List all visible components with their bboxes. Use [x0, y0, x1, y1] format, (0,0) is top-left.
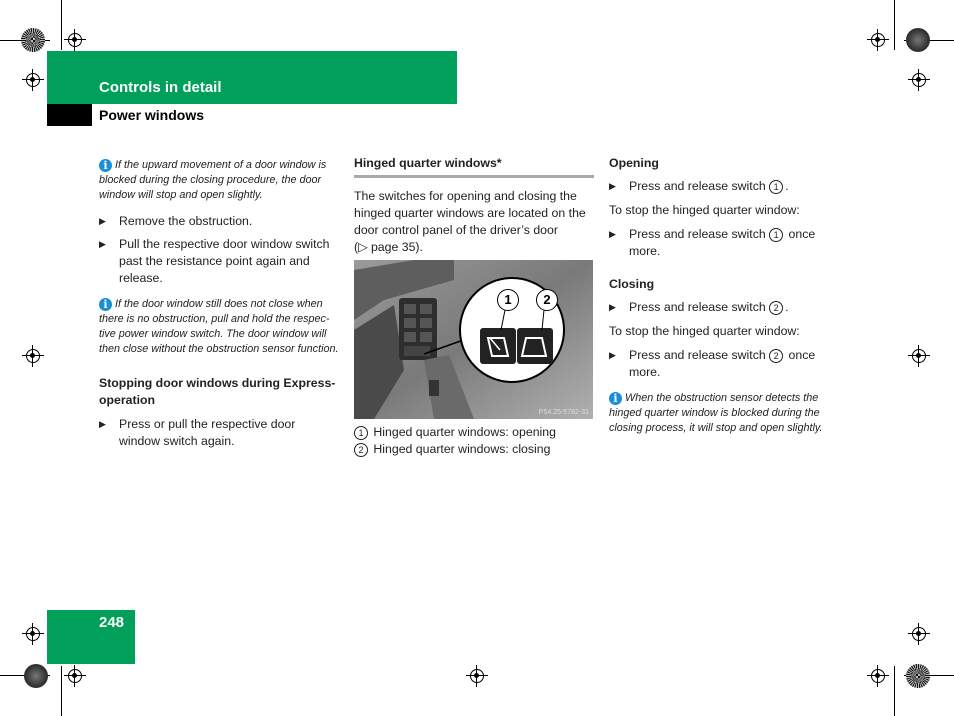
triangle-right-icon: ▶	[99, 239, 106, 249]
section-title: Controls in detail	[99, 79, 222, 96]
list-item-text: Press and release switch	[629, 179, 770, 193]
header-band	[47, 51, 457, 104]
callout-number: 2	[769, 301, 783, 315]
list-item-text: Press and release switch	[629, 227, 770, 241]
crop-mark	[894, 666, 895, 716]
left-column	[99, 158, 339, 450]
registration-mark-icon	[466, 665, 488, 687]
info-note	[99, 158, 339, 203]
subheading: Opening	[609, 156, 659, 170]
list-item	[99, 416, 339, 450]
page-number: 248	[99, 614, 125, 631]
callout-number: 1	[769, 228, 783, 242]
list-item-text: once more.	[629, 227, 816, 258]
callout-1: 1	[497, 289, 519, 311]
list-item	[609, 178, 839, 195]
triangle-right-icon: ▶	[609, 181, 616, 191]
info-note	[99, 297, 339, 357]
middle-column	[354, 155, 594, 256]
subheading: Closing	[609, 277, 655, 291]
registration-mark-icon	[64, 665, 86, 687]
caption-text: Hinged quarter windows: closing	[373, 442, 551, 456]
registration-mark-icon	[22, 623, 44, 645]
list-item	[609, 299, 839, 316]
figure-captions	[354, 424, 594, 458]
subheading: Stopping door windows during Express-operation	[99, 376, 336, 407]
registration-mark-icon	[64, 29, 86, 51]
list-item	[609, 226, 839, 260]
info-note	[609, 391, 839, 436]
registration-mark-icon	[22, 69, 44, 91]
list-item-text: .	[785, 179, 789, 193]
list-item-text: Remove the obstruction.	[119, 214, 253, 228]
triangle-right-icon: ▶	[609, 302, 616, 312]
registration-mark-icon	[908, 623, 930, 645]
list-item	[99, 236, 339, 287]
callout-number: 1	[354, 426, 368, 440]
callout-number: 2	[354, 443, 368, 457]
crop-mark	[894, 0, 895, 50]
triangle-right-icon: ▶	[609, 229, 616, 239]
info-note-text: If the upward movement of a door window is blocked during the closing procedure, the door window will stop and open slightly.	[99, 159, 327, 201]
page-reference: (▷ page 35).	[354, 240, 423, 254]
color-target-icon	[24, 664, 48, 688]
registration-mark-icon	[908, 69, 930, 91]
registration-mark-icon	[867, 665, 889, 687]
crop-mark	[61, 0, 62, 50]
caption	[354, 441, 594, 458]
list-item-text: .	[785, 300, 789, 314]
caption	[354, 424, 594, 441]
list-item	[609, 347, 839, 381]
callout-number: 1	[769, 180, 783, 194]
body-text-main: The switches for opening and closing the hinged quarter windows are located on the door control panel of the driver’s door	[354, 189, 586, 237]
list-item-text: Press or pull the respective door window switch again.	[119, 417, 296, 448]
info-note-text: When the obstruction sensor detects the hinged quarter window is blocked during the closing process, it will stop and open slightly.	[609, 392, 823, 434]
color-target-icon	[906, 664, 930, 688]
info-icon: i	[99, 159, 112, 172]
list-item-text: Press and release switch	[629, 300, 770, 314]
caption-text: Hinged quarter windows: opening	[373, 425, 556, 439]
info-icon: i	[609, 392, 622, 405]
info-note-text: If the door window still does not close when there is no obstruction, pull and hold the respec-tive power window switch. The door window will then close without the obstruction sensor function.	[99, 298, 339, 355]
triangle-right-icon: ▶	[99, 216, 106, 226]
color-target-icon	[21, 28, 45, 52]
crop-mark	[61, 666, 62, 716]
door-panel-graphic	[354, 260, 593, 419]
list-item	[99, 213, 339, 230]
triangle-right-icon: ▶	[609, 350, 616, 360]
triangle-right-icon: ▶	[99, 419, 106, 429]
registration-mark-icon	[908, 345, 930, 367]
list-item-text: Pull the respective door window switch past the resistance point again and release.	[119, 237, 330, 285]
body-text	[354, 188, 594, 256]
registration-mark-icon	[867, 29, 889, 51]
list-item-text: Press and release switch	[629, 348, 770, 362]
registration-mark-icon	[22, 345, 44, 367]
info-icon: i	[99, 298, 112, 311]
subheading: Hinged quarter windows*	[354, 155, 594, 178]
callout-number: 2	[769, 349, 783, 363]
right-column	[609, 155, 839, 436]
door-panel-illustration	[354, 260, 593, 419]
section-tab	[47, 104, 92, 126]
list-item-text: once more.	[629, 348, 816, 379]
image-code: P54.25-5782-31	[538, 409, 589, 416]
body-text: To stop the hinged quarter window:	[609, 324, 800, 338]
subsection-title: Power windows	[99, 107, 205, 123]
color-target-icon	[906, 28, 930, 52]
callout-2: 2	[536, 289, 558, 311]
body-text: To stop the hinged quarter window:	[609, 203, 800, 217]
